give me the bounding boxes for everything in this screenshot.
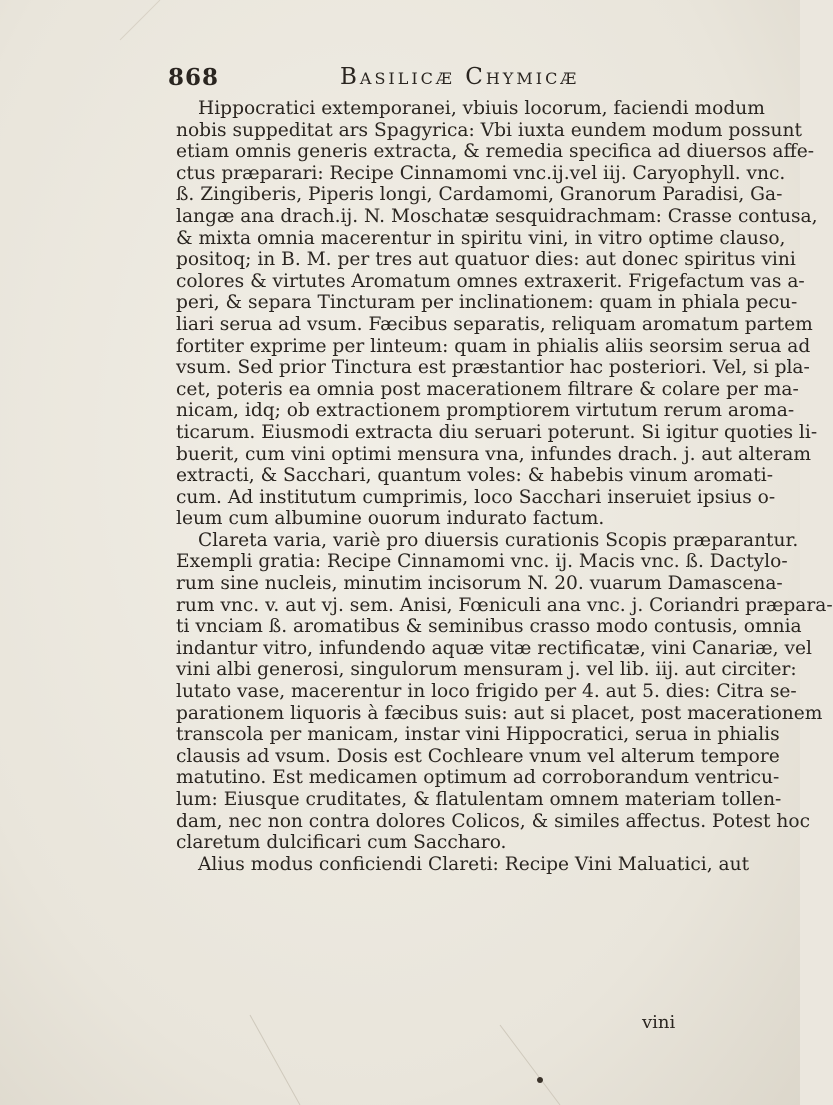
text-line: vini albi generosi, singulorum mensuram j. vel lib. iij. aut circiter: — [176, 659, 797, 681]
text-line: Exempli gratia: Recipe Cinnamomi vnc. ij. Macis vnc. ß. Dactylo- — [176, 551, 788, 573]
text-line: liari serua ad vsum. Fæcibus separatis, reliquam aromatum partem — [176, 313, 813, 335]
catchword: vini — [642, 1012, 676, 1033]
page-number: 868 — [168, 64, 220, 91]
text-line: etiam omnis generis extracta, & remedia specifica ad diuersos affe- — [176, 141, 814, 163]
text-line: ti vnciam ß. aromatibus & seminibus crasso modo contusis, omnia — [176, 616, 802, 638]
text-line: buerit, cum vini optimi mensura vna, infundes drach. j. aut alteram — [176, 443, 811, 465]
text-line: peri, & separa Tincturam per inclinationem: quam in phiala pecu- — [176, 292, 798, 314]
text-line: colores & virtutes Aromatum omnes extraxerit. Frigefactum vas a- — [176, 270, 805, 292]
text-line: Hippocratici extemporanei, vbiuis locorum, faciendi modum — [198, 98, 765, 119]
text-line: vsum. Sed prior Tinctura est præstantior hac posteriori. Vel, si pla- — [176, 357, 810, 379]
text-line: & mixta omnia macerentur in spiritu vini, in vitro optime clauso, — [176, 227, 786, 249]
text-line: cet, poteris ea omnia post macerationem filtrare & colare per ma- — [176, 378, 799, 400]
text-line: Alius modus conficiendi Clareti: Recipe Vini Maluatici, aut — [198, 853, 750, 875]
text-line: lutato vase, macerentur in loco frigido per 4. aut 5. dies: Citra se- — [176, 681, 797, 703]
text-line: fortiter exprime per linteum: quam in phialis aliis seorsim serua ad — [176, 335, 811, 357]
body-text — [176, 98, 833, 875]
text-line: matutino. Est medicamen optimum ad corroborandum ventricu- — [176, 767, 780, 789]
text-line: nobis suppeditat ars Spagyrica: Vbi iuxta eundem modum possunt — [176, 119, 802, 141]
text-line: transcola per manicam, instar vini Hippocratici, serua in phialis — [176, 724, 780, 746]
text-line: extracti, & Sacchari, quantum voles: & habebis vinum aromati- — [176, 465, 773, 487]
text-line: Clareta varia, variè pro diuersis curationis Scopis præparantur. — [198, 529, 799, 551]
text-line: clausis ad vsum. Dosis est Cochleare vnum vel alterum tempore — [176, 745, 780, 767]
text-line: claretum dulcificari cum Saccharo. — [176, 832, 507, 854]
running-title: Basilicæ Chymicæ — [340, 64, 580, 90]
text-line: dam, nec non contra dolores Colicos, & similes affectus. Potest hoc — [176, 810, 810, 832]
page-header — [168, 64, 688, 94]
text-line: ticarum. Eiusmodi extracta diu seruari poterunt. Si igitur quoties li- — [176, 421, 818, 443]
text-line: ctus præparari: Recipe Cinnamomi vnc.ij.vel iij. Caryophyll. vnc. — [176, 162, 786, 184]
text-line: lum: Eiusque cruditates, & flatulentam omnem materiam tollen- — [176, 789, 782, 810]
text-line: parationem liquoris à fæcibus suis: aut si placet, post macerationem — [176, 702, 823, 724]
text-line: leum cum albumine ouorum indurato factum. — [176, 508, 605, 530]
text-line: nicam, idq; ob extractionem promptiorem virtutum rerum aroma- — [176, 400, 795, 422]
text-line: rum vnc. v. aut vj. sem. Anisi, Fœniculi ana vnc. j. Coriandri præpara- — [176, 594, 833, 616]
text-line: langæ ana drach.ij. N. Moschatæ sesquidrachmam: Crasse contusa, — [176, 205, 818, 227]
text-line: ß. Zingiberis, Piperis longi, Cardamomi, Granorum Paradisi, Ga- — [176, 184, 783, 206]
text-line: positoq; in B. M. per tres aut quatuor dies: aut donec spiritus vini — [176, 249, 796, 271]
text-line: cum. Ad institutum cumprimis, loco Sacchari inseruiet ipsius o- — [176, 486, 776, 508]
text-line: rum sine nucleis, minutim incisorum N. 20. vuarum Damascena- — [176, 573, 783, 595]
text-line: indantur vitro, infundendo aquæ vitæ rectificatæ, vini Canariæ, vel — [176, 637, 812, 659]
